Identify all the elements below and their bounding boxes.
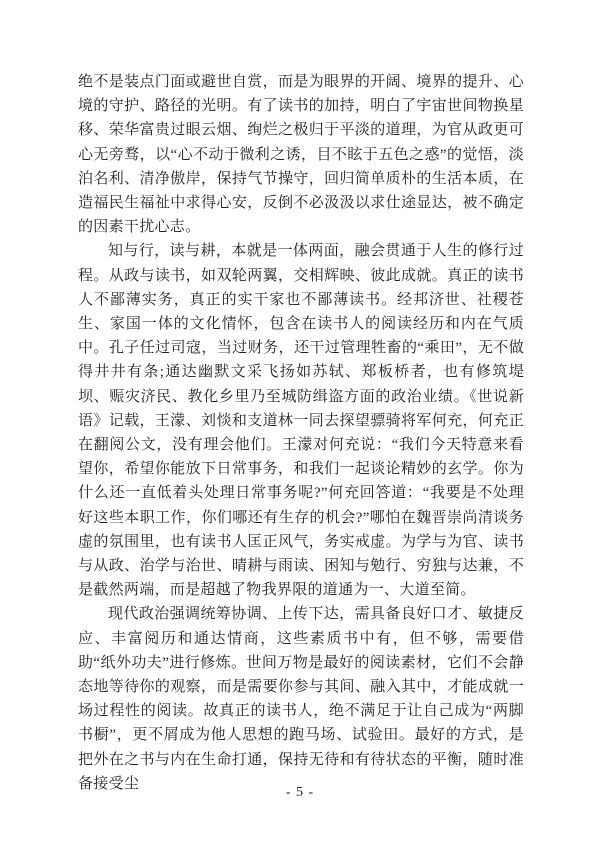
- paragraph: 现代政治强调统筹协调、上传下达，需具备良好口才、敏捷反应、丰富阅历和通达情商，这些素质书中有，但不够，需要借助“纸外功夫”进行修炼。世间万物是最好的阅读素材，它们不会静态地等待你的观察，而是需要你参与其间、融入其中，才能成就一场过程性的阅读。故真正的读书人，绝不满足于让自己成为“两脚书橱”，更不屑成为他人思想的跑马场、试验田。最好的方式，是把外在之书与内在生命打通，保持无待和有待状态的平衡，随时准备接受尘: [78, 606, 524, 792]
- page-number: - 5 -: [285, 785, 315, 800]
- paragraph: 知与行，读与耕，本就是一体两面，融会贯通于人生的修行过程。从政与读书，如双轮两翼，交相辉映、彼此成就。真正的读书人不鄙薄实务，真正的实干家也不鄙薄读书。经邦济世、社稷苍生、家国一体的文化情怀，包含在读书人的阅读经历和内在气质中。孔子任过司寇，当过财务，还干过管理牲畜的“乘田”，无不做得井井有条;通达幽默文采飞扬如苏轼、郑板桥者，也有修筑堤坝、赈灾济民、教化乡里乃至城防缉盗方面的政治业绩。《世说新语》记载，王濛、刘惔和支道林一同去探望骠骑将军何充，何充正在翻阅公文，没有理会他们。王濛对何充说：“我们今天特意来看望你，希望你能放下日常事务，和我们一起谈论精妙的玄学。你为什么还一直低着头处理日常事务呢?”何充回答道：“我要是不处理好这些本职工作，你们哪还有生存的机会?”哪怕在魏晋崇尚清谈务虚的氛围里，也有读书人匡正风气，务实戒虚。为学与为官、读书与从政、治学与治世、晴耕与雨读、困知与勉行、穷独与达兼，不是截然两端，而是超越了物我界限的道通为一、大道至简。: [78, 243, 524, 599]
- paragraph-continuation: 绝不是装点门面或避世自赏，而是为眼界的开阔、境界的提升、心境的守护、路径的光明。有了读书的加持，明白了宇宙世间物换星移、荣华富贵过眼云烟、绚烂之极归于平淡的道理，为官从政更可心无旁骛，以“心不动于微利之诱，目不眩于五色之惑”的觉悟，淡泊名利、清净傲岸，保持气节操守，回归简单质朴的生活本质，在造福民生福祉中求得心安，反倒不必汲汲以求仕途显达，被不确定的因素干扰心志。: [78, 74, 524, 236]
- document-body: [78, 70, 524, 796]
